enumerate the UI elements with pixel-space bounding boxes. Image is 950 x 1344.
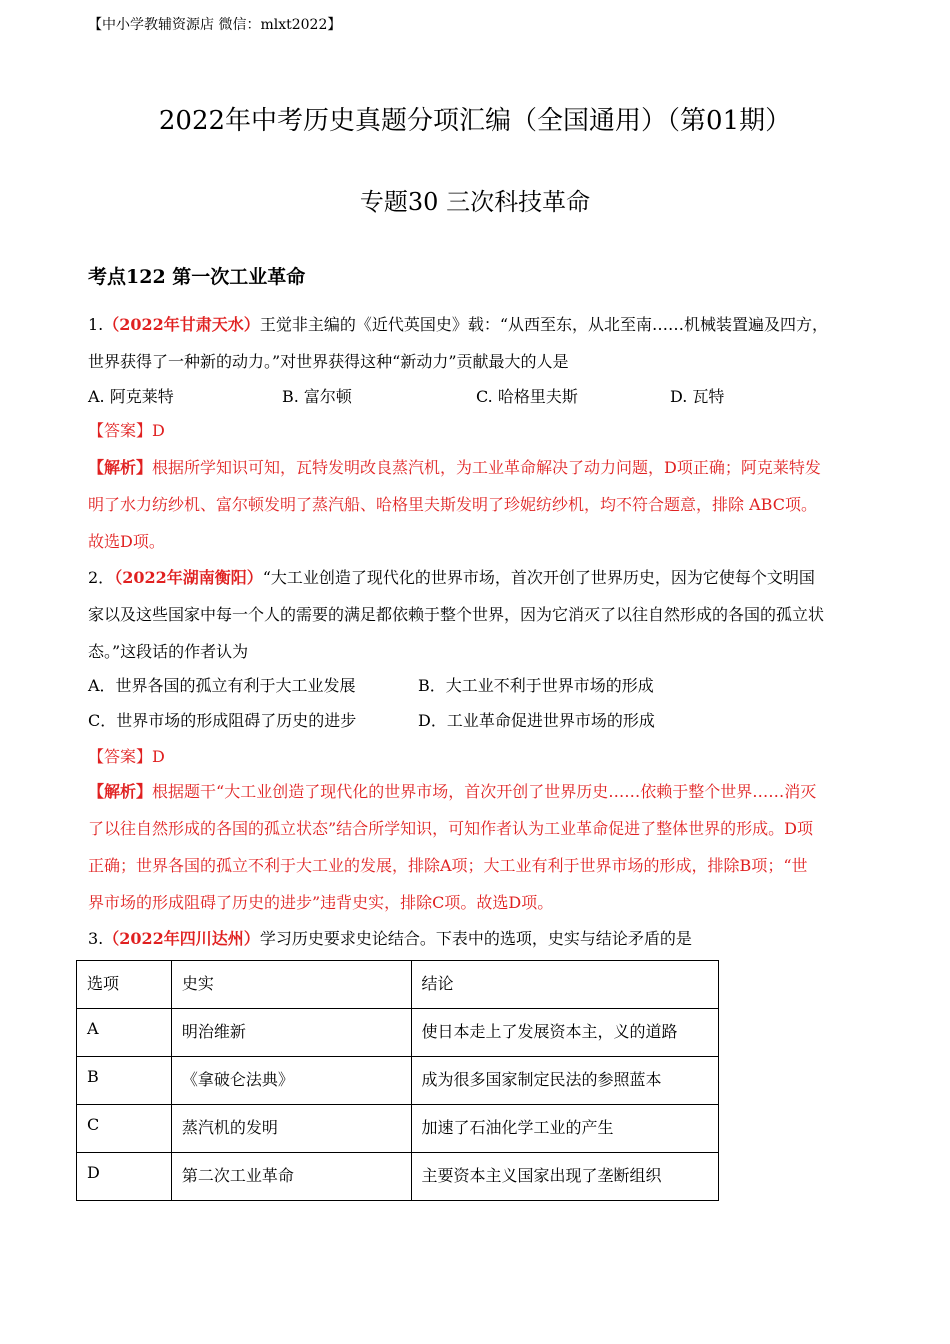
table-cell: 《拿破仑法典》 [171, 1057, 411, 1105]
table-row [77, 1057, 719, 1105]
option-c: C．世界市场的形成阻碍了历史的进步 [88, 711, 357, 730]
option-b: B．大工业不利于世界市场的形成 [418, 676, 654, 695]
option-b: B. 富尔顿 [282, 387, 352, 406]
analysis-text: 故选D项。 [88, 532, 165, 551]
option-d: D. 瓦特 [670, 387, 725, 406]
option-a: A. 阿克莱特 [88, 387, 174, 406]
table-cell: 使日本走上了发展资本主，义的道路 [411, 1009, 719, 1057]
table-header-row [77, 961, 719, 1009]
table-row [77, 1153, 719, 1201]
analysis-label: 【解析】 [88, 458, 153, 477]
table-cell: 蒸汽机的发明 [171, 1105, 411, 1153]
table-header-cell: 史实 [171, 961, 411, 1009]
analysis-label: 【解析】 [88, 782, 153, 801]
table-cell: 加速了石油化学工业的产生 [411, 1105, 719, 1153]
question-number: 3. [88, 929, 104, 948]
stem-text: 学习历史要求史论结合。下表中的选项，史实与结论矛盾的是 [259, 929, 692, 948]
question-1-stem [88, 306, 868, 380]
table-cell: A [77, 1009, 172, 1057]
table-cell: C [77, 1105, 172, 1153]
analysis-text: 明了水力纺纱机、富尔顿发明了蒸汽船、哈格里夫斯发明了珍妮纺纱机，均不符合题意，排除 ABC项。 [88, 495, 817, 514]
table-row [77, 1105, 719, 1153]
question-number: 1. [88, 315, 104, 334]
stem-text: 态。”这段话的作者认为 [88, 642, 249, 661]
analysis [88, 449, 868, 560]
table-cell: 主要资本主义国家出现了垄断组织 [411, 1153, 719, 1201]
option-d: D．工业革命促进世界市场的形成 [418, 711, 655, 730]
table-header-cell: 选项 [77, 961, 172, 1009]
table-cell: 成为很多国家制定民法的参照蓝本 [411, 1057, 719, 1105]
table-cell: 第二次工业革命 [171, 1153, 411, 1201]
table-row [77, 1009, 719, 1057]
document-title: 2022年中考历史真题分项汇编（全国通用）（第01期） [158, 106, 792, 136]
table-cell: B [77, 1057, 172, 1105]
section-heading: 考点122 第一次工业革命 [88, 266, 306, 288]
question-3-table [76, 960, 719, 1201]
question-number: 2． [88, 568, 115, 587]
table-cell: 明治维新 [171, 1009, 411, 1057]
analysis-text: 根据所学知识可知，瓦特发明改良蒸汽机，为工业革命解决了动力问题，D项正确；阿克莱特发 [152, 458, 821, 477]
option-a: A．世界各国的孤立有利于大工业发展 [88, 676, 356, 695]
question-source: （2022年四川达州） [103, 929, 260, 948]
option-c: C. 哈格里夫斯 [476, 387, 578, 406]
question-source: （2022年甘肃天水） [103, 315, 260, 334]
document-subtitle: 专题30 三次科技革命 [359, 188, 591, 216]
header-note: 【中小学教辅资源店 微信：mlxt2022】 [88, 17, 342, 33]
answer: 【答案】D [88, 747, 165, 766]
analysis [88, 773, 868, 921]
stem-text: 王觉非主编的《近代英国史》载：“从西至东，从北至南……机械装置遍及四方， [259, 315, 828, 334]
table-header-cell: 结论 [411, 961, 719, 1009]
analysis-text: 根据题干“大工业创造了现代化的世界市场，首次开创了世界历史……依赖于整个世界……消灭 [152, 782, 817, 801]
analysis-text: 界市场的形成阻碍了历史的进步”违背史实，排除C项。故选D项。 [88, 893, 554, 912]
question-3-stem [88, 920, 868, 957]
analysis-text: 了以往自然形成的各国的孤立状态”结合所学知识，可知作者认为工业革命促进了整体世界的形成。D项 [88, 819, 814, 838]
question-2-stem [88, 559, 868, 670]
question-source: （2022年湖南衡阳） [114, 568, 263, 587]
analysis-text: 正确；世界各国的孤立不利于大工业的发展，排除A项；大工业有利于世界市场的形成，排除B项；“世 [88, 856, 808, 875]
stem-text: 家以及这些国家中每一个人的需要的满足都依赖于整个世界，因为它消灭了以往自然形成的各国的孤立状 [88, 605, 825, 624]
stem-text: 世界获得了一种新的动力。”对世界获得这种“新动力”贡献最大的人是 [88, 352, 569, 371]
table-cell: D [77, 1153, 172, 1201]
stem-text: “大工业创造了现代化的世界市场，首次开创了世界历史，因为它使每个文明国 [262, 568, 815, 587]
answer: 【答案】D [88, 421, 165, 440]
